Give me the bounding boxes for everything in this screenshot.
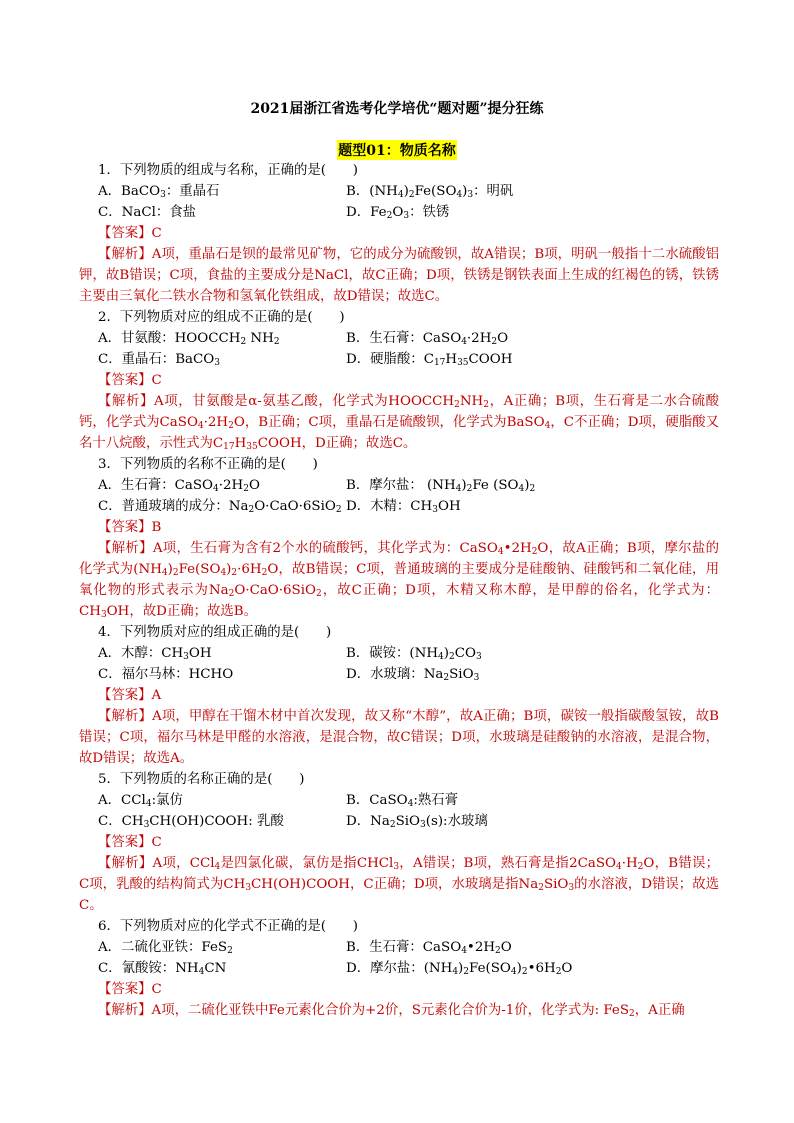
question-2 — [79, 307, 719, 454]
explanation — [79, 706, 719, 769]
option-row — [79, 202, 719, 223]
answer-option: C．普通玻璃的成分：$Na_2O\cdot CaO\cdot 6SiO_2$ — [98, 499, 342, 515]
question-list — [79, 160, 719, 1021]
answer-key: 【答案】C — [98, 373, 162, 388]
explanation — [79, 853, 719, 916]
explanation — [79, 391, 719, 454]
option-row — [79, 790, 719, 811]
option-row — [79, 328, 719, 349]
explanation — [79, 244, 719, 307]
answer-option: C．重晶石：BaCO$_3$ — [98, 352, 220, 368]
question-stem: 6．下列物质对应的化学式不正确的是( ) — [98, 919, 358, 934]
answer-option: A．生石膏：$CaSO_4\cdot 2H_2O$ — [98, 478, 260, 494]
answer-key: 【答案】C — [98, 226, 162, 241]
answer-option: B．碳铵：$(NH_4)_2CO_3$ — [346, 646, 482, 662]
answer-option: C．氰酸铵：$NH_4CN$ — [98, 961, 227, 977]
answer-option: A．甘氨酸：$HOOCCH_2$ $NH_2$ — [98, 331, 280, 347]
section-heading — [0, 140, 794, 160]
answer-option: A．木醇：$CH_3OH$ — [98, 646, 212, 662]
explanation-text: 【解析】A项，生石膏为含有2个水的硫酸钙，其化学式为：$CaSO_4•2H_2O$，故A正确；B项，摩尔盐的化学式为$(NH_4)_2Fe(SO_4)_2\cdot 6H_2O$，故B错误；C项，普通玻璃的主要成分是硅酸钠、硅酸钙和二氧化硅，用氧化物的形式表示为$Na_2O\cdot CaO\cdot 6SiO_2$，故C正确；D项，木精又称木醇，是甲醇的俗名，化学式为：$CH_3OH$，故D正确；故选B。 — [79, 541, 720, 620]
question-3 — [79, 454, 719, 622]
question-stem: 4．下列物质对应的组成正确的是( ) — [98, 625, 332, 640]
answer-option: B．摩尔盐： $(NH_4)_2Fe$ $(SO_4)_2$ — [346, 478, 536, 494]
question-stem: 2．下列物质对应的组成不正确的是( ) — [98, 310, 345, 325]
answer-option: D．木精：$CH_3OH$ — [346, 499, 461, 515]
option-row — [79, 811, 719, 832]
explanation-text: 【解析】A项，甘氨酸是α-氨基乙酸，化学式为$HOOCCH_2NH_2$，A正确；B项，生石膏是二水合硫酸钙，化学式为$CaSO_4\cdot 2H_2O$，B正确；C项，重晶石是硫酸钡，化学式为BaSO$_4$，C不正确；D项，硬脂酸又名十八烷酸，示性式为$C_{17}H_{35}COOH$，D正确；故选C。 — [79, 394, 719, 452]
answer-option: B．生石膏：$CaSO_4\cdot 2H_2O$ — [346, 331, 509, 347]
answer-option: B．$(NH_4)_2Fe(SO_4)_3$：明矾 — [346, 184, 514, 200]
option-row — [79, 181, 719, 202]
option-row — [79, 349, 719, 370]
question-1 — [79, 160, 719, 307]
answer-option: A．二硫化亚铁：FeS$_2$ — [98, 940, 233, 956]
option-row — [79, 496, 719, 517]
answer-option: D．水玻璃：$Na_2SiO_3$ — [346, 667, 480, 683]
answer-key: 【答案】C — [98, 982, 162, 997]
answer-option: D．硬脂酸：$C_{17}H_{35}COOH$ — [346, 352, 513, 368]
answer-option: C．福尔马林：HCHO — [98, 667, 234, 682]
explanation — [79, 538, 719, 622]
answer-option: A．BaCO$_3$：重晶石 — [98, 184, 220, 200]
answer-key: 【答案】B — [98, 520, 162, 535]
answer-option: B．CaSO$_4$:熟石膏 — [346, 793, 459, 809]
explanation-text: 【解析】A项，二硫化亚铁中Fe元素化合价为+2价，S元素化合价为-1价，化学式为: FeS$_2$，A正确 — [98, 1003, 685, 1019]
answer-option: D．$Na_2SiO_3(s)$:水玻璃 — [346, 814, 488, 830]
explanation — [79, 1000, 719, 1021]
answer-option: D．摩尔盐：$(NH_4)_2Fe(SO_4)_2•6H_2O$ — [346, 961, 573, 977]
question-stem: 1．下列物质的组成与名称，正确的是( ) — [98, 163, 358, 178]
option-row — [79, 937, 719, 958]
answer-option: C．NaCl：食盐 — [98, 205, 197, 220]
explanation-text: 【解析】A项，甲醇在干馏木材中首次发现，故又称“木醇”，故A正确；B项，碳铵一般指碳酸氢铵，故B错误；C项，福尔马林是甲醛的水溶液，是混合物，故C错误；D项，水玻璃是硅酸钠的水溶液，是混合物，故D错误；故选A。 — [79, 709, 719, 766]
answer-option: B．生石膏：$CaSO_4•2H_2O$ — [346, 940, 512, 956]
document-title: 2021届浙江省选考化学培优“题对题”提分狂练 — [250, 101, 544, 117]
section-title-highlight: 题型01：物质名称 — [337, 140, 456, 160]
question-4 — [79, 622, 719, 769]
answer-key: 【答案】C — [98, 835, 162, 850]
question-stem: 3．下列物质的名称不正确的是( ) — [98, 457, 318, 472]
question-5 — [79, 769, 719, 916]
explanation-text: 【解析】A项，重晶石是钡的最常见矿物，它的成分为硫酸钡，故A错误；B项，明矾一般指十二水硫酸铝钾，故B错误；C项，食盐的主要成分是NaCl，故C正确；D项，铁锈是钢铁表面上生成的红褐色的锈，铁锈主要由三氧化二铁水合物和氢氧化铁组成，故D错误；故选C。 — [79, 247, 719, 304]
question-stem: 5．下列物质的名称正确的是( ) — [98, 772, 305, 787]
answer-key: 【答案】A — [98, 688, 162, 703]
option-row — [79, 643, 719, 664]
answer-option: D．$Fe_2O_3$：铁锈 — [346, 205, 450, 221]
option-row — [79, 475, 719, 496]
option-row — [79, 958, 719, 979]
question-6 — [79, 916, 719, 1021]
answer-option: A．CCl$_4$:氯仿 — [98, 793, 183, 809]
answer-option: C．$CH_3CH(OH)COOH$: 乳酸 — [98, 814, 284, 830]
option-row — [79, 664, 719, 685]
explanation-text: 【解析】A项，CCl$_4$是四氯化碳，氯仿是指CHCl$_3$，A错误；B项，熟石膏是指$2CaSO_4\cdot H_2O$，B错误；C项，乳酸的结构简式为$CH_3CH(OH)COOH$，C正确；D项，水玻璃是指$Na_2SiO_3$的水溶液，D错误；故选C。 — [79, 856, 719, 913]
